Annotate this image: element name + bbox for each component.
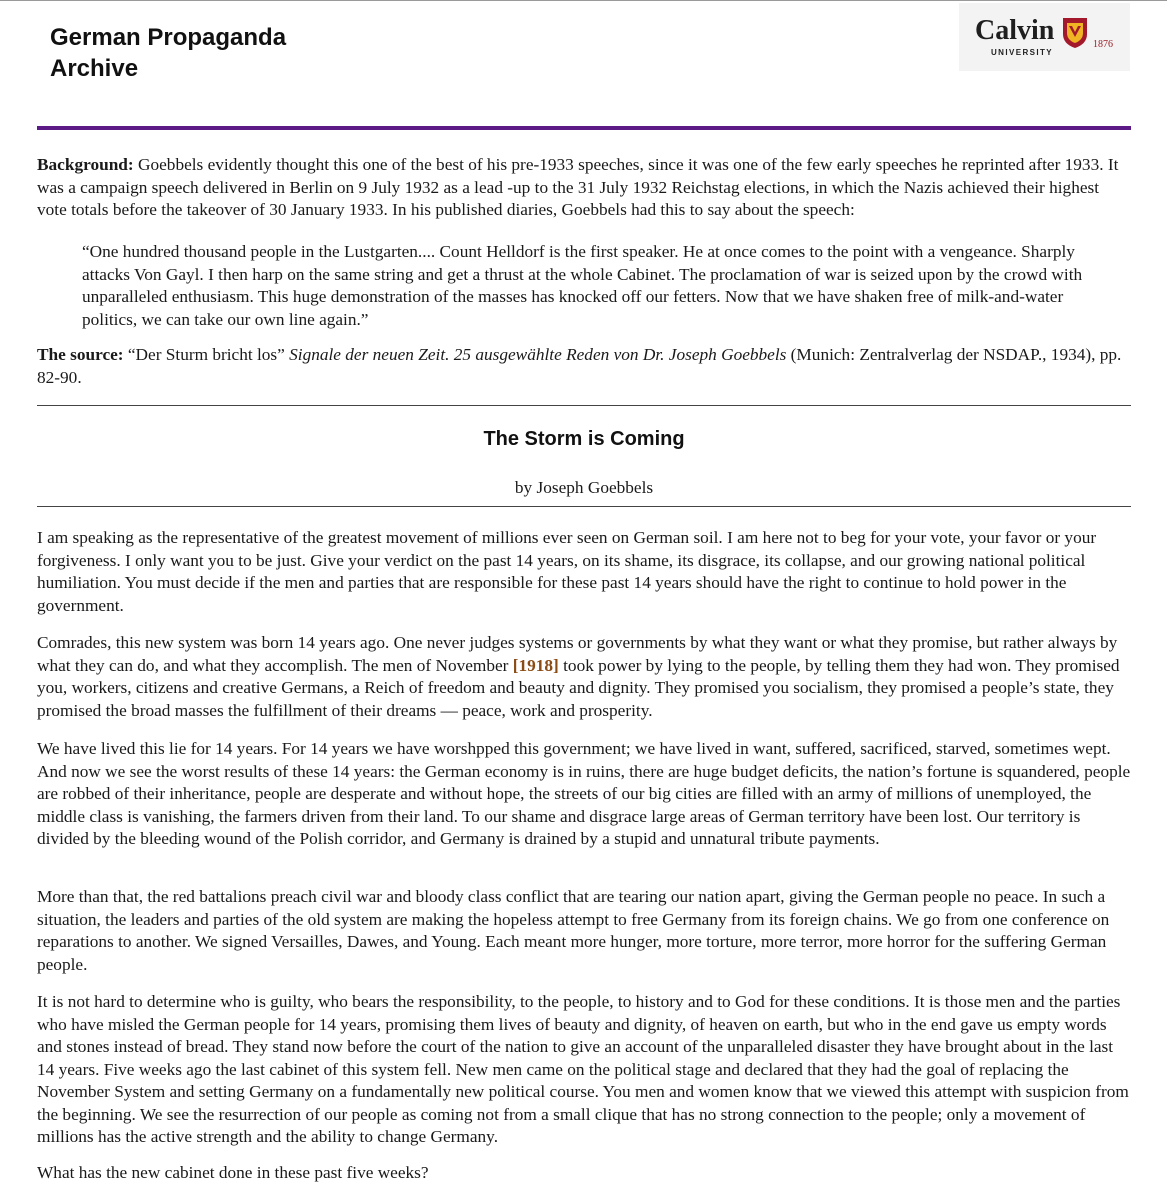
speech-paragraph-1: I am speaking as the representative of the greatest movement of millions ever seen on German soil. I am here not to beg for your vote, your favor or your forgiveness. I only want you to be just. Give your verdict on the past 14 years, on its shame, its disgrace, its collapse, and our growing national political humiliation. You must decide if the men and parties that are responsible for these past 14 years should have the right to continue to hold power in the government.	[37, 528, 1097, 615]
speech-byline: by Joseph Goebbels	[514, 478, 654, 497]
title-divider	[37, 506, 1131, 507]
top-border	[0, 0, 1167, 1]
site-title[interactable]	[50, 22, 390, 84]
source-paragraph	[37, 344, 1131, 389]
footnote-link-1918[interactable]: [1918]	[512, 655, 559, 675]
section-divider	[37, 405, 1131, 406]
source-title: “Der Sturm bricht los”	[123, 345, 290, 364]
logo-name: Calvin	[975, 15, 1055, 46]
speech-paragraph-5: It is not hard to determine who is guilty, who bears the responsibility, to the people, to history and to God for these conditions. It is those men and the parties who have misled the German people for 14 years, promising them lives of beauty and dignity, of heaven on earth, but who in the end gave us empty words and stones instead of bread. They stand now before the court of the nation to give an account of the unparalleled disaster they have brought about in the last 14 years. Five weeks ago the last cabinet of this system fell. New men came on the political stage and declared that they had the goal of replacing the November System and setting Germany on a fundamentally new political course. You men and women know that we viewed this attempt with suspicion from the beginning. We see the resurrection of our people as coming not from a small clique that has no strong connection to the people; only a movement of millions has the active strength and the ability to change Germany.	[37, 992, 1129, 1146]
site-title-line2: Archive	[50, 55, 139, 82]
background-paragraph	[37, 154, 1131, 222]
background-label: Background:	[37, 155, 134, 174]
source-label: The source:	[37, 345, 124, 364]
diary-quote: “One hundred thousand people in the Lustgarten.... Count Helldorf is the first speaker. He at once comes to the point with a vengeance. Sharply attacks Von Gayl. I then harp on the same string and get a thrust at the whole Cabinet. The proclamation of war is seized upon by the crowd with unparalleled enthusiasm. This huge demonstration of the masses has knocked off our fetters. Now that we have shaken free of milk-and-water politics, we can take our own line again.”	[82, 242, 1083, 329]
source-rest: (Munich: Zentralverlag der NSDAP., 1934), pp. 82-90.	[37, 345, 1122, 387]
speech-paragraph-2	[37, 632, 1131, 722]
p2-text-before: Comrades, this new system was born 14 years ago. One never judges systems or governments by what they want or what they promise, but rather always by what they can do, and what they accomplish. The men of November	[37, 633, 1118, 675]
speech-title: The Storm is Coming	[483, 428, 685, 450]
speech-paragraph-3: We have lived this lie for 14 years. For 14 years we have worshpped this government; we have lived in want, suffered, sacrificed, starved, sometimes wept. And now we see the worst results of these 14 years: the German economy is in ruins, there are huge budget deficits, the nation’s fortune is squandered, people are robbed of their inheritance, people are desperate and without hope, the streets of our big cities are filled with an army of millions of unemployed, the middle class is vanishing, the farmers driven from their land. To our shame and disgrace large areas of German territory have been lost. Our territory is divided by the bleeding wound of the Polish corridor, and Germany is drained by a stupid and unnatural tribute payments.	[37, 739, 1131, 848]
shield-icon	[1062, 17, 1088, 49]
p2-text-after: took power by lying to the people, by telling them they had won. They promised you, workers, citizens and creative Germans, a Reich of freedom and beauty and dignity. They promised you socialism, they promised a people’s state, they promised the broad masses the fulfillment of their dreams — peace, work and prosperity.	[37, 655, 1120, 720]
calvin-university-logo[interactable]	[959, 3, 1130, 71]
logo-year: 1876	[1093, 39, 1113, 50]
logo-sub: UNIVERSITY	[991, 48, 1054, 57]
speech-paragraph-6: What has the new cabinet done in these past five weeks?	[37, 1163, 429, 1182]
source-book: Signale der neuen Zeit. 25 ausgewählte Reden von Dr. Joseph Goebbels	[289, 345, 787, 364]
background-text: Goebbels evidently thought this one of the best of his pre-1933 speeches, since it was one of the few early speeches he reprinted after 1933. It was a campaign speech delivered in Berlin on 9 July 1932 as a lead -up to the 31 July 1932 Reichstag elections, in which the Nazis achieved their highest vote totals before the takeover of 30 January 1933. In his published diaries, Goebbels had this to say about the speech:	[37, 155, 1119, 219]
site-title-line1: German Propaganda	[50, 24, 287, 51]
header-divider	[37, 126, 1131, 130]
speech-paragraph-4: More than that, the red battalions preach civil war and bloody class conflict that are tearing our nation apart, giving the German people no peace. In such a situation, the leaders and parties of the old system are making the hopeless attempt to free Germany from its foreign chains. We go from one conference on reparations to another. We signed Versailles, Dawes, and Young. Each meant more hunger, more torture, more terror, more horror for the suffering German people.	[37, 887, 1110, 974]
